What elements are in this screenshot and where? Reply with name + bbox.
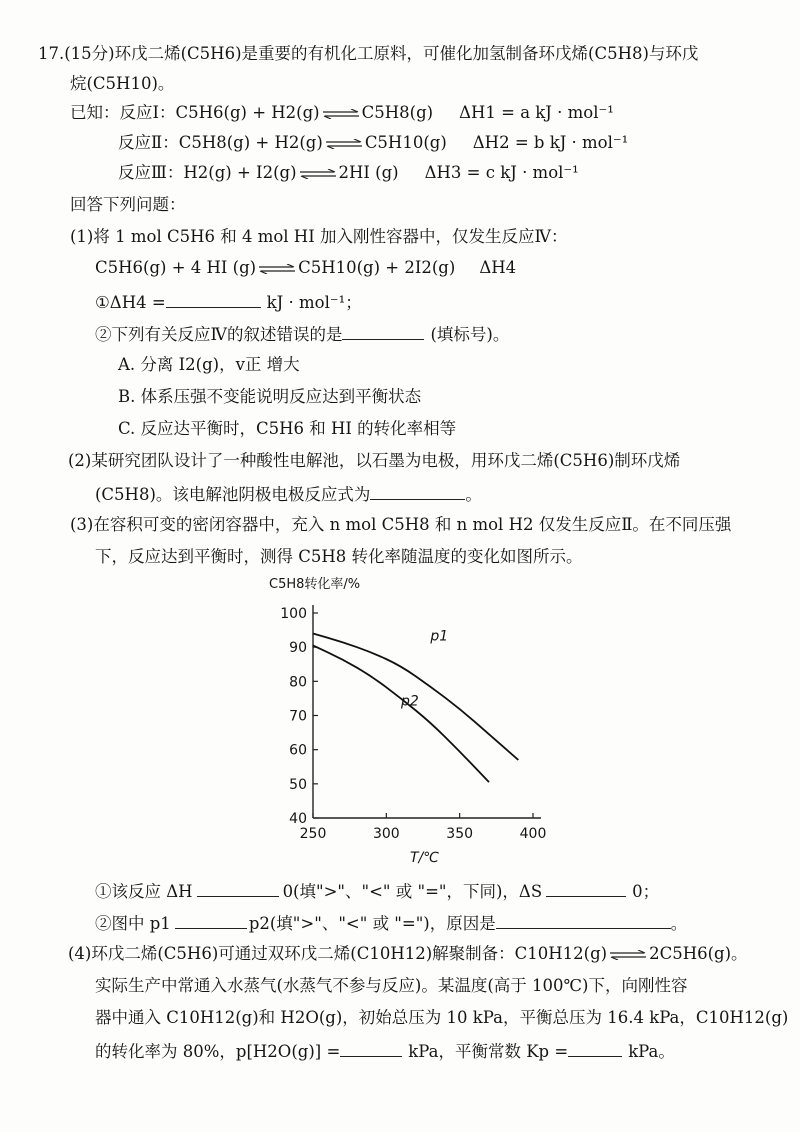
y-axis-label: C5H8转化率/% [269, 577, 361, 592]
conversion-chart [255, 570, 575, 870]
known-label: 已知： [70, 103, 120, 122]
reaction-left: H2(g) + I2(g) [183, 163, 297, 182]
q2-prefix: ②下列有关反应Ⅳ的叙述错误的是 [95, 325, 343, 344]
chart-series-labels [400, 628, 448, 709]
y-tick-label: 90 [289, 640, 307, 657]
answer-blank[interactable] [568, 1038, 622, 1057]
answer-blank[interactable] [340, 1038, 402, 1057]
part1-q1 [95, 289, 362, 315]
reaction-right: C5H8(g) [361, 103, 434, 122]
reaction-enthalpy: ΔH3 = c kJ · mol⁻¹ [424, 163, 579, 182]
reaction-right: 2HI (g) [338, 163, 399, 182]
question-points: (15分) [64, 44, 115, 63]
part4-line-4 [95, 1038, 675, 1064]
part2-line-1: (2)某研究团队设计了一种酸性电解池，以石墨为电极，用环戊二烯(C5H6)制环戊烯 [68, 451, 681, 470]
y-tick-label: 100 [280, 606, 307, 622]
answer-blank[interactable] [342, 321, 424, 340]
x-tick-label: 400 [519, 826, 547, 842]
part3-q2 [95, 910, 687, 936]
intro-line-2: 烷(C5H10)。 [70, 74, 175, 93]
chart-axes [313, 605, 541, 818]
reaction-left: C5H6(g) + 4 HI (g) [95, 258, 257, 277]
y-tick-label: 70 [289, 708, 307, 725]
chart-ticks [280, 606, 546, 842]
y-tick-label: 40 [289, 811, 307, 827]
q2-suffix: 。 [670, 914, 688, 933]
chart-svg [255, 570, 575, 870]
reaction-enthalpy: ΔH2 = b kJ · mol⁻¹ [472, 133, 629, 152]
q1-mid: 0(填">"、"<" 或 "="，下同)，ΔS [282, 882, 543, 901]
intro-line-1: 环戊二烯(C5H6)是重要的有机化工原料，可催化加氢制备环戊烯(C5H8)与环戊 [114, 44, 699, 63]
answer-blank[interactable] [166, 289, 261, 308]
q1-suffix: 0； [632, 882, 660, 901]
reaction-right: C5H10(g) + 2I2(g) [298, 258, 456, 277]
part3-line-2: 下，反应达到平衡时，测得 C5H8 转化率随温度的变化如图所示。 [95, 547, 583, 566]
option-c: C. 反应达平衡时，C5H6 和 HI 的转化率相等 [118, 419, 457, 438]
q2-mid: p2(填">"、"<" 或 "=")，原因是 [248, 914, 496, 933]
series-label-p1: p1 [430, 628, 449, 645]
answer-blank[interactable] [175, 910, 247, 929]
reaction-label: 反应Ⅱ： [118, 133, 179, 152]
answer-blank[interactable] [546, 878, 626, 897]
part1-stem: (1)将 1 mol C5H6 和 4 mol HI 加入刚性容器中，仅发生反应Ⅳ： [70, 227, 568, 246]
part4-q-a: 的转化率为 80%，p[H2O(g)] = [95, 1042, 341, 1061]
question-header [38, 42, 698, 66]
reaction-left: C5H6(g) + H2(g) [175, 103, 320, 122]
q1-suffix: kJ · mol⁻¹； [266, 293, 362, 312]
reaction-label: 反应Ⅰ： [119, 103, 176, 122]
part2-line-2 [95, 481, 482, 507]
reaction-label: 反应Ⅲ： [118, 163, 184, 182]
q1-prefix: ①ΔH4 = [95, 293, 166, 312]
part1-q2 [95, 321, 509, 347]
answer-blank[interactable] [197, 878, 279, 897]
reaction-3 [118, 161, 579, 185]
question-number: 17. [38, 44, 65, 63]
equilibrium-arrow-icon [258, 264, 296, 274]
y-tick-label: 60 [289, 742, 307, 759]
x-tick-label: 250 [299, 826, 327, 842]
part3-q1 [95, 878, 659, 904]
equilibrium-arrow-icon [609, 950, 647, 960]
y-tick-label: 50 [289, 776, 307, 793]
reaction-1 [70, 101, 614, 125]
option-b: B. 体系压强不变能说明反应达到平衡状态 [118, 387, 422, 406]
equilibrium-arrow-icon [325, 139, 363, 149]
reaction-enthalpy: ΔH1 = a kJ · mol⁻¹ [459, 103, 614, 122]
x-tick-label: 350 [446, 826, 474, 842]
reaction-right: 2C5H6(g)。 [649, 944, 748, 963]
equilibrium-arrow-icon [299, 169, 337, 179]
part4-line-3: 器中通入 C10H12(g)和 H2O(g)，初始总压为 10 kPa，平衡总压为 16.4 kPa，C10H12(g) [95, 1008, 789, 1027]
part4-line-1 [68, 942, 748, 966]
q1-prefix: ①该反应 ΔH [95, 882, 193, 901]
part4-q-c: kPa。 [628, 1042, 675, 1061]
reaction-left: C10H12(g) [514, 944, 608, 963]
part4-line-2: 实际生产中常通入水蒸气(水蒸气不参与反应)。某温度(高于 100℃)下，向刚性容 [95, 976, 688, 995]
equilibrium-arrow-icon [322, 109, 360, 119]
q2-suffix: (填标号)。 [430, 325, 510, 344]
reaction-left: C5H8(g) + H2(g) [178, 133, 323, 152]
part1-reaction [95, 256, 516, 280]
reaction-enthalpy: ΔH4 [479, 258, 517, 277]
part2-prefix: (C5H8)。该电解池阴极电极反应式为 [95, 485, 371, 504]
part4-stem: (4)环戊二烯(C5H6)可通过双环戊二烯(C10H12)解聚制备： [68, 944, 515, 963]
part2-suffix: 。 [465, 485, 482, 504]
series-label-p2: p2 [401, 693, 419, 710]
answer-blank[interactable] [496, 910, 671, 929]
y-tick-label: 80 [289, 674, 307, 691]
answer-prompt: 回答下列问题： [70, 195, 186, 214]
x-tick-label: 300 [372, 826, 400, 842]
reaction-2 [118, 131, 628, 155]
x-axis-label: T/℃ [410, 850, 439, 866]
reaction-right: C5H10(g) [364, 133, 447, 152]
part3-line-1: (3)在容积可变的密闭容器中，充入 n mol C5H8 和 n mol H2 仅发生反应Ⅱ。在不同压强 [70, 515, 732, 534]
answer-blank[interactable] [370, 481, 465, 500]
option-a: A. 分离 I2(g)，v正 增大 [118, 355, 300, 374]
q2-prefix: ②图中 p1 [95, 914, 171, 933]
part4-q-b: kPa，平衡常数 Kp = [408, 1042, 569, 1061]
